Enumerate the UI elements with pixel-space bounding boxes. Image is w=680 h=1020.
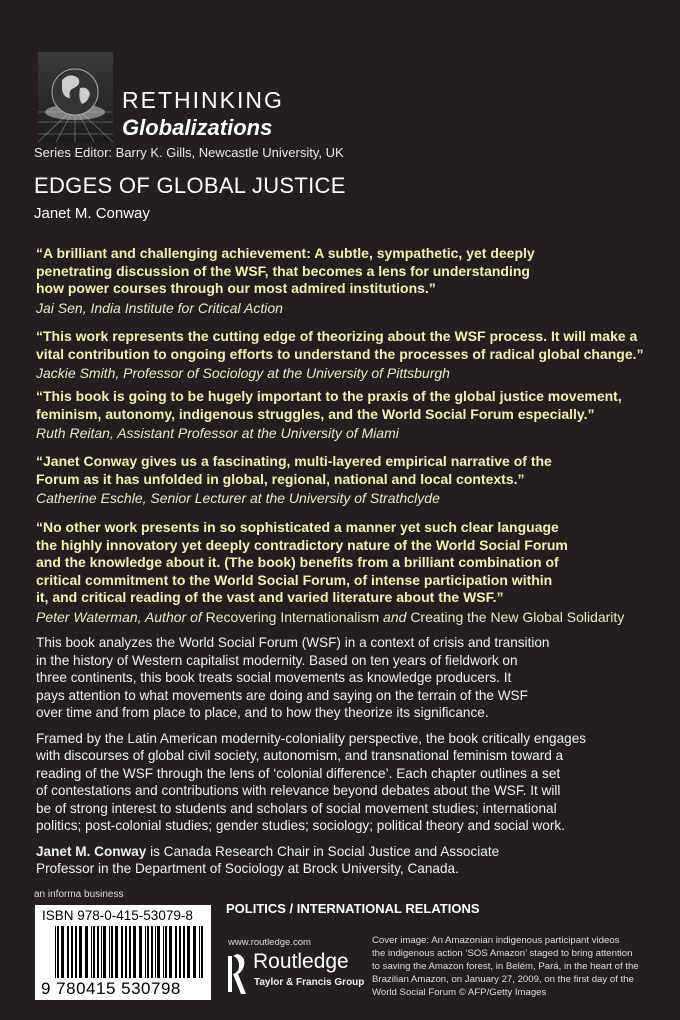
credit-line: World Social Forum © AFP/Getty Images <box>372 987 547 998</box>
quote-attribution: Jackie Smith, Professor of Sociology at the University of Pittsburgh <box>36 365 450 381</box>
barcode-bar <box>67 926 69 978</box>
endorsement <box>36 245 666 317</box>
endorsement <box>36 519 666 626</box>
barcode-bar <box>55 926 56 978</box>
text-line: reading of the WSF through the lens of ‘colonial difference’. Each chapter outlines a set <box>36 765 561 781</box>
quote-line: “Janet Conway gives us a fascinating, multi-layered empirical narrative of the <box>36 453 552 469</box>
barcode-bar <box>151 926 153 978</box>
quote-line: “This book is going to be hugely important to the praxis of the global justice movement, <box>36 388 622 404</box>
credit-line: Brazilian Amazon, on January 27, 2009, on the first day of the <box>372 974 634 985</box>
text-line: pays attention to what movements are doing and saying on the terrain of the WSF <box>36 687 528 703</box>
barcode-bar <box>165 926 167 978</box>
quote-line: vital contribution to ongoing efforts to understand the processes of radical global change.” <box>36 345 644 362</box>
quote-line: “No other work presents in so sophisticated a manner yet such clear language <box>36 519 559 535</box>
isbn-number: ISBN 978-0-415-53079-8 <box>42 908 193 923</box>
series-editor: Series Editor: Barry K. Gills, Newcastle University, UK <box>34 145 344 160</box>
barcode-bar <box>91 926 92 978</box>
quote-line: critical commitment to the World Social Forum, of intense participation within <box>36 571 553 588</box>
ean-number: 9 780415 530798 <box>41 979 181 998</box>
barcode-bar <box>121 926 123 978</box>
bio-line: Professor in the Department of Sociology at Brock University, Canada. <box>36 861 459 876</box>
barcode-bar <box>147 926 149 978</box>
barcode-bar <box>103 926 106 978</box>
barcode-bar <box>57 926 59 978</box>
endorsement <box>36 388 666 442</box>
publisher-group: Taylor & Francis Group <box>254 977 365 988</box>
barcode-bar <box>125 926 127 978</box>
barcode-bar <box>199 926 200 978</box>
subject-category: POLITICS / INTERNATIONAL RELATIONS <box>226 901 480 916</box>
barcode-bar <box>145 926 146 978</box>
barcode-bar <box>61 926 64 978</box>
text-line: Framed by the Latin American modernity-coloniality perspective, the book critically engages <box>36 730 587 746</box>
endorsement <box>36 328 666 382</box>
quote-line: “This work represents the cutting edge of theorizing about the WSF process. It will make a <box>36 328 638 344</box>
barcode-bar <box>101 926 102 978</box>
book-description <box>36 634 676 886</box>
quote-line: “A brilliant and challenging achievement: A subtle, sympathetic, yet deeply <box>36 245 535 261</box>
credit-line: Cover image: An Amazonian indigenous participant videos <box>372 935 620 946</box>
attribution-text: Peter Waterman, Author of <box>36 608 206 625</box>
barcode-bar <box>111 926 113 978</box>
quote-line: how power courses through our most admired institutions.” <box>36 280 436 296</box>
quote-line: the highly innovatory yet deeply contradictory nature of the World Social Forum <box>36 536 568 553</box>
informa-tagline: an informa business <box>34 889 124 900</box>
text-line: with discourses of global civil society, autonomism, and transnational feminism toward a <box>36 748 564 763</box>
routledge-logo-icon <box>228 952 248 996</box>
series-name: RETHINKING <box>122 87 284 113</box>
barcode-bar <box>193 926 196 978</box>
bio-text: is Canada Research Chair in Social Justice and Associate <box>146 843 500 859</box>
globe-icon <box>38 52 113 142</box>
barcode-bar <box>187 926 190 978</box>
quote-line: Forum as it has unfolded in global, regional, national and local contexts.” <box>36 470 525 487</box>
book-title: EDGES OF GLOBAL JUSTICE <box>34 173 346 198</box>
barcode-bar <box>75 926 77 978</box>
text-line: three continents, this book treats social movements as knowledge producers. It <box>36 670 512 685</box>
bio-name: Janet M. Conway <box>36 843 147 859</box>
barcode-bar <box>183 926 185 978</box>
barcode-bar <box>109 926 110 978</box>
credit-line: to saving the Amazon forest, in Belém, Pará, in the heart of the <box>372 961 639 972</box>
barcode-bar <box>179 926 181 978</box>
quote-attribution: Ruth Reitan, Assistant Professor at the University of Miami <box>36 425 399 441</box>
barcode-bar <box>155 926 156 978</box>
text-line: of contestations and contributions with relevance beyond debates about the WSF. It will <box>36 783 561 798</box>
barcode-bar <box>85 926 88 978</box>
barcode-bar <box>163 926 164 978</box>
description-paragraph <box>36 634 676 722</box>
barcode-bar <box>129 926 131 978</box>
barcode-bar <box>133 926 136 978</box>
text-line: This book analyzes the World Social Forum (WSF) in a context of crisis and transition <box>36 635 550 650</box>
barcode-bar <box>79 926 82 978</box>
book-title-ref: Creating the New Global Solidarity <box>410 608 625 625</box>
quote-line: penetrating discussion of the WSF, that becomes a lens for understanding <box>36 262 530 279</box>
credit-line: the indigenous action ‘SOS Amazon’ staged to bring attention <box>372 948 633 959</box>
bio-line <box>36 843 676 861</box>
barcode-bar <box>175 926 177 978</box>
quote-attribution: Catherine Eschle, Senior Lecturer at the University of Strathclyde <box>36 490 440 506</box>
barcode-bar <box>115 926 118 978</box>
series-globe-logo <box>38 52 113 142</box>
text-line: be of strong interest to students and scholars of social movement studies; international <box>36 800 557 816</box>
barcode-bar <box>157 926 160 978</box>
barcode-bars <box>55 926 205 978</box>
book-title-ref: Recovering Internationalism <box>205 608 380 625</box>
quote-attribution: Jai Sen, India Institute for Critical Action <box>36 299 283 316</box>
book-author: Janet M. Conway <box>34 205 150 222</box>
barcode-bar <box>169 926 172 978</box>
text-line: over time and from place to place, and to how they theorize its significance. <box>36 705 489 720</box>
description-paragraph <box>36 730 676 835</box>
series-subtitle: Globalizations <box>122 115 273 140</box>
author-bio <box>36 843 676 878</box>
quote-line: and the knowledge about it. (The book) benefits from a brilliant combination of <box>36 554 559 570</box>
text-line: politics; post-colonial studies; gender studies; sociology; political theory and social work. <box>36 818 565 833</box>
quote-line: it, and critical reading of the vast and varied literature about the WSF.” <box>36 589 504 605</box>
isbn-barcode <box>35 905 211 1000</box>
text-line: in the history of Western capitalist modernity. Based on ten years of fieldwork on <box>36 652 518 668</box>
barcode-bar <box>97 926 99 978</box>
publisher-name: Routledge <box>253 950 349 973</box>
publisher-website[interactable]: www.routledge.com <box>228 937 311 948</box>
barcode-bar <box>71 926 73 978</box>
quote-attribution <box>36 608 666 626</box>
endorsement <box>36 453 666 507</box>
barcode-bar <box>201 926 203 978</box>
quote-line: feminism, autonomy, indigenous struggles, and the World Social Forum especially.” <box>36 405 595 422</box>
attribution-text: and <box>379 608 411 625</box>
barcode-bar <box>93 926 95 978</box>
barcode-bar <box>139 926 142 978</box>
cover-image-credit <box>372 934 672 999</box>
